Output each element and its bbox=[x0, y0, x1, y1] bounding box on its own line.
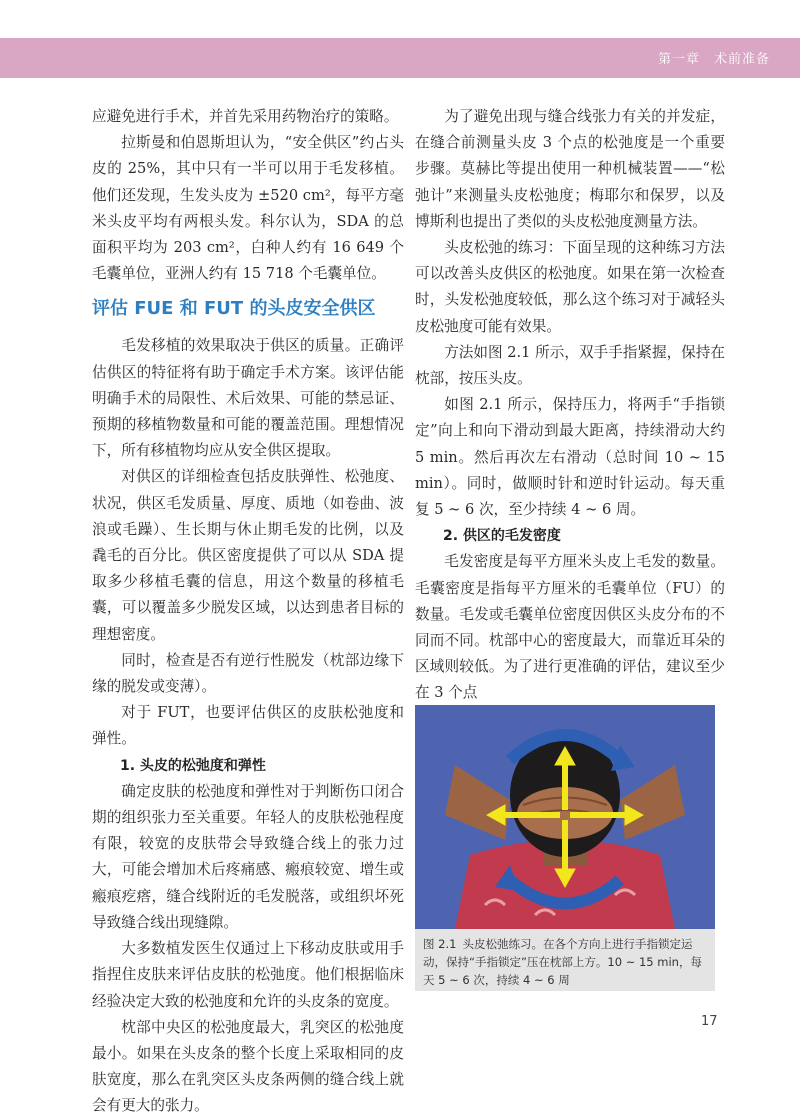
paragraph: 对供区的详细检查包括皮肤弹性、松弛度、状况，供区毛发质量、厚度、质地（如卷曲、波浪或毛躁）、生长期与休止期毛发的比例，以及毳毛的百分比。供区密度提供了可以从 SDA 提取多少移植毛囊的信息，用这个数量的移植毛囊，可以覆盖多少脱发区域，以达到患者目标的理想密度。 bbox=[92, 468, 404, 643]
paragraph: 确定皮肤的松弛度和弹性对于判断伤口闭合期的组织张力至关重要。年轻人的皮肤松弛程度有限，较宽的皮肤带会导致缝合线上的张力过大，可能会增加术后疼痛感、瘢痕较宽、增生或瘢痕疙瘩，缝合线附近的毛发脱落，或组织坏死导致缝合线出现缝隙。 bbox=[92, 782, 404, 931]
page-number: 17 bbox=[701, 1014, 718, 1029]
paragraph: 同时，检查是否有逆行性脱发（枕部边缘下缘的脱发或变薄）。 bbox=[92, 651, 404, 696]
paragraph: 如图 2.1 所示，保持压力，将两手“手指锁定”向上和向下滑动到最大距离，持续滑动大约 5 min。然后再次左右滑动（总时间 10 ~ 15 min）。同时，做顺时针和逆时针运动。每天重复 5 ~ 6 次，至少持续 4 ~ 6 周。 bbox=[415, 396, 725, 519]
paragraph: 为了避免出现与缝合线张力有关的并发症，在缝合前测量头皮 3 个点的松弛度是一个重要步骤。莫赫比等提出使用一种机械装置——“松弛计”来测量头皮松弛度；梅耶尔和保罗，以及博斯利也提出了类似的头皮松弛度测量方法。 bbox=[415, 108, 725, 230]
paragraph: 头皮松弛的练习：下面呈现的这种练习方法可以改善头皮供区的松弛度。如果在第一次检查时，头发松弛度较低，那么这个练习对于减轻头皮松弛度可能有效果。 bbox=[415, 239, 725, 335]
paragraph: 方法如图 2.1 所示，双手手指紧握，保持在枕部，按压头皮。 bbox=[415, 343, 725, 388]
scalp-exercise-photo bbox=[415, 705, 715, 929]
left-column bbox=[92, 104, 404, 1120]
paragraph: 毛发密度是每平方厘米头皮上毛发的数量。毛囊密度是指每平方厘米的毛囊单位（FU）的数量。毛发或毛囊单位密度因供区头皮分布的不同而不同。枕部中心的密度最大，而靠近耳朵的区域则较低。为了进行更准确的评估，建议至少在 3 个点 bbox=[415, 553, 725, 702]
figure-label: 图 2.1 bbox=[423, 937, 457, 951]
right-column bbox=[415, 104, 725, 707]
figure-2-1 bbox=[415, 705, 715, 991]
section-heading: 评估 FUE 和 FUT 的头皮安全供区 bbox=[92, 298, 376, 320]
paragraph: 拉斯曼和伯恩斯坦认为，“安全供区”约占头皮的 25%，其中只有一半可以用于毛发移植。他们还发现，生发头皮为 ±520 cm²，每平方毫米头皮平均有两根头发。科尔认为，SDA 的总面积平均为 203 cm²，白种人约有 16 649 个毛囊单位，亚洲人约有 15 718 个毛囊单位。 bbox=[92, 134, 404, 283]
caption-text: 头皮松弛练习。在各个方向上进行手指锁定运动，保持“手指锁定”压在枕部上方。10 ~ 15 min，每天 5 ~ 6 次，持续 4 ~ 6 周 bbox=[423, 937, 702, 987]
paragraph: 枕部中央区的松弛度最大，乳突区的松弛度最小。如果在头皮条的整个长度上采取相同的皮肤宽度，那么在乳突区头皮条两侧的缝合线上就会有更大的张力。 bbox=[92, 1018, 404, 1115]
chapter-header-title: 第一章 术前准备 bbox=[657, 52, 770, 67]
paragraph: 毛发移植的效果取决于供区的质量。正确评估供区的特征将有助于确定手术方案。该评估能明确手术的局限性、术后效果、可能的禁忌证、预期的移植物数量和可能的覆盖范围。理想情况下，所有移植物均应从安全供区提取。 bbox=[92, 337, 404, 460]
paragraph: 对于 FUT，也要评估供区的皮肤松弛度和弹性。 bbox=[92, 704, 404, 748]
sub-heading: 2. 供区的毛发密度 bbox=[443, 528, 561, 545]
sub-heading: 1. 头皮的松弛度和弹性 bbox=[120, 757, 266, 774]
paragraph: 大多数植发医生仅通过上下移动皮肤或用手指捏住皮肤来评估皮肤的松弛度。他们根据临床经验决定大致的松弛度和允许的头皮条的宽度。 bbox=[92, 940, 404, 1010]
figure-caption bbox=[423, 935, 711, 989]
paragraph: 应避免进行手术，并首先采用药物治疗的策略。 bbox=[92, 108, 399, 125]
